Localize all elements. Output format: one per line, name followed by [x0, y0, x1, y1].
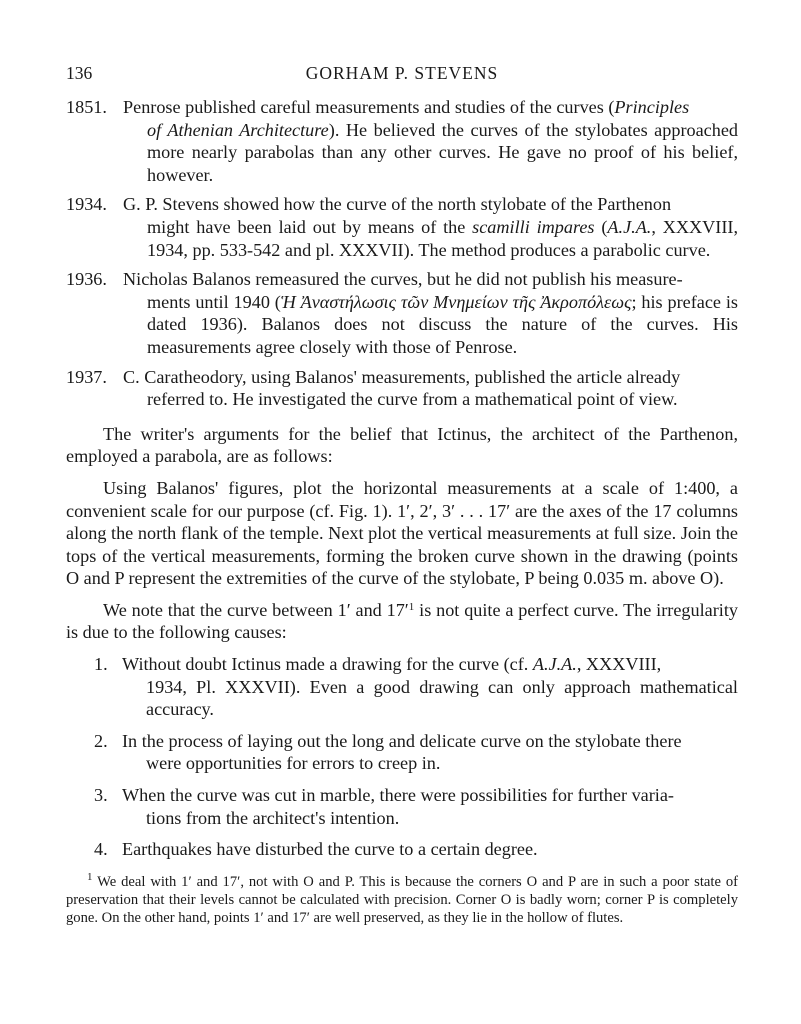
cause-text-part: When the curve was cut in marble, there were possibilities for further varia- — [122, 785, 674, 806]
chronology-entry-1937 — [66, 366, 738, 411]
cause-number: 4. — [94, 839, 108, 860]
entry-continuation — [123, 291, 738, 359]
entry-text-part: Nicholas Balanos remeasured the curves, but he did not publish his measure- — [123, 269, 683, 290]
cause-continuation: were opportunities for errors to creep in. — [146, 753, 441, 774]
entry-text-part: , XXXVIII, 1934, pp. 533-542 and pl. XXXVII). The method produces a parabolic curve. — [147, 216, 738, 260]
cause-text-part: Earthquakes have disturbed the curve to a certain degree. — [122, 839, 538, 860]
page-number: 136 — [66, 63, 93, 83]
cause-number: 3. — [94, 785, 108, 806]
page — [66, 62, 738, 928]
footnote-text: We deal with 1′ and 17′, not with O and P. This is because the corners O and P are in such a poor state of preservation that their levels cannot be calculated with precision. Corner O is badly worn; corner P is completely gone. On the other hand, points 1′ and 17′ are well preserved, as they lie in the hollow of flutes. — [66, 873, 738, 927]
entry-year: 1934. — [66, 194, 107, 215]
footnote — [66, 870, 738, 928]
cause-text-part: , XXXVIII, — [576, 654, 662, 675]
greek-book-title: Ἡ Ἀναστήλωσις τῶν Μνημείων τῆς Ἀκροπόλεως — [280, 291, 632, 312]
cause-item-1 — [66, 653, 738, 721]
paragraph-plotting-method: Using Balanos' figures, plot the horizontal measurements at a scale of 1:400, a convenient scale for our purpose (cf. Fig. 1). 1′, 2′, 3′ . . . 17′ are the axes of the 17 columns along the north flank of the temple. Next plot the vertical measurements at full size. Join the tops of the vertical measurements, forming the broken curve shown in the drawing (points O and P represent the extremities of the curve of the stylobate, P being 0.035 m. above O). — [66, 477, 738, 589]
paragraph-text-part: We note that the curve between 1′ and 17′ — [103, 599, 409, 620]
entry-text-part: G. P. Stevens showed how the curve of the north stylobate of the Parthenon — [123, 194, 672, 215]
entry-text — [123, 193, 738, 261]
cause-item-3 — [66, 784, 738, 829]
running-title: GORHAM P. STEVENS — [305, 63, 499, 83]
entry-continuation — [123, 388, 738, 411]
entry-text — [123, 366, 738, 411]
entry-text-part: Penrose published careful measurements and studies of the curves ( — [123, 97, 615, 117]
chronology-entry-1936 — [66, 268, 738, 358]
cause-continuation: 1934, Pl. XXXVII). Even a good drawing can only approach mathematical accuracy. — [146, 676, 738, 720]
entry-text-part: C. Caratheodory, using Balanos' measurements, published the article already — [123, 366, 681, 387]
cause-text-part: Without doubt Ictinus made a drawing for the curve (cf. — [122, 654, 533, 675]
paragraph-irregularity — [66, 599, 738, 644]
paragraph-text-part: is not quite a perfect curve. The irregularity is due to the following causes: — [66, 599, 738, 643]
paragraph-arguments-intro: The writer's arguments for the belief that Ictinus, the architect of the Parthenon, employed a parabola, are as follows: — [66, 423, 738, 467]
entry-text-part: might have been laid out by means of the — [147, 216, 473, 237]
entry-text-part: ments until 1940 ( — [147, 291, 281, 312]
entry-text — [123, 96, 738, 186]
entry-continuation — [123, 216, 738, 261]
cause-number: 2. — [94, 730, 108, 751]
cause-number: 1. — [94, 654, 108, 675]
entry-text-part: referred to. He investigated the curve from a mathematical point of view. — [147, 389, 678, 410]
entry-year: 1937. — [66, 366, 107, 387]
cause-item-4 — [66, 838, 738, 861]
entry-text-part: ). He believed the curves of the stylobates approached more nearly parabolas than any other curves. He gave no proof of his belief, however. — [147, 119, 738, 185]
entry-year: 1936. — [66, 269, 107, 290]
cause-continuation: tions from the architect's intention. — [146, 807, 400, 828]
book-title-part: Principles — [614, 97, 690, 117]
entry-year: 1851. — [66, 97, 107, 117]
cause-text-part: In the process of laying out the long and delicate curve on the stylobate there — [122, 730, 682, 751]
footnote-reference[interactable]: 1 — [408, 600, 415, 613]
latin-term: scamilli impares — [472, 216, 595, 237]
journal-abbrev: A.J.A. — [607, 216, 652, 237]
chronology-entry-1851 — [66, 96, 738, 186]
cause-item-2 — [66, 730, 738, 775]
journal-abbrev: A.J.A. — [532, 654, 577, 675]
running-head — [66, 62, 738, 86]
book-title-part: of Athenian Architecture — [147, 119, 329, 140]
chronology-entry-1934 — [66, 193, 738, 261]
entry-text-part: ; his preface is dated 1936). Balanos does not discuss the nature of the curves. His measurements agree closely with those of Penrose. — [147, 291, 738, 357]
entry-continuation — [123, 119, 738, 187]
entry-text — [123, 268, 738, 358]
footnote-marker: 1 — [87, 870, 93, 883]
entry-text-part: ( — [594, 216, 608, 237]
